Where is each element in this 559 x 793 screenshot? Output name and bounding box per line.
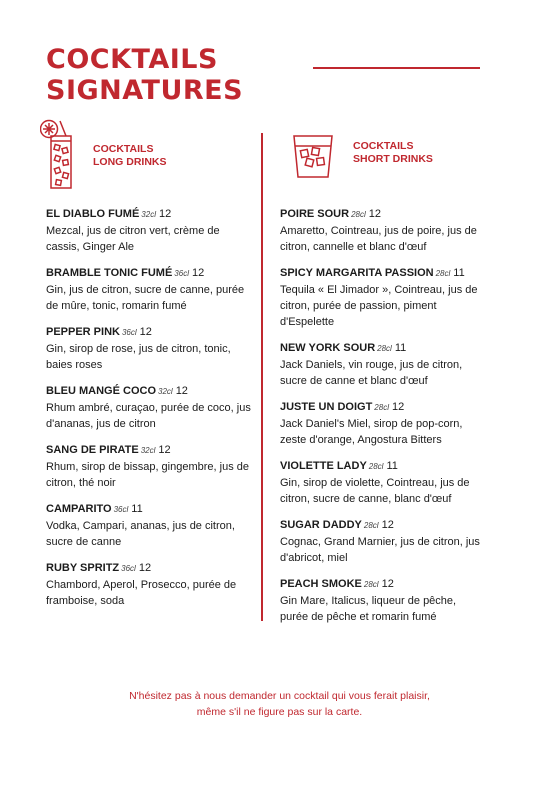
short-drinks-label-line-2: SHORT DRINKS <box>353 152 433 165</box>
item-volume: 28cl <box>377 344 392 353</box>
item-name: PEACH SMOKE <box>280 578 362 590</box>
menu-item <box>46 383 251 432</box>
highball-glass-icon <box>40 118 80 190</box>
item-price: 11 <box>386 460 398 472</box>
item-volume: 36cl <box>121 328 137 337</box>
item-description: Rhum ambré, curaçao, purée de coco, jus d'ananas, jus de citron <box>46 402 251 430</box>
menu-item <box>280 517 485 566</box>
menu-item <box>280 576 485 625</box>
menu-item <box>46 206 251 255</box>
menu-item <box>46 442 251 491</box>
menu-item <box>280 458 485 507</box>
item-name: BRAMBLE TONIC FUMÉ <box>46 267 173 279</box>
item-name: NEW YORK SOUR <box>280 342 376 354</box>
title-line-2: SIGNATURES <box>46 75 244 106</box>
short-drinks-label-line-1: COCKTAILS <box>353 140 414 152</box>
item-price: 12 <box>139 326 152 338</box>
long-drinks-label <box>93 143 167 168</box>
item-price: 12 <box>158 444 171 456</box>
item-description: Jack Daniels, vin rouge, jus de citron, sucre de canne et blanc d'œuf <box>280 359 463 387</box>
item-price: 12 <box>138 562 152 574</box>
item-name: CAMPARITO <box>46 503 112 515</box>
menu-item <box>280 265 485 330</box>
item-name: SPICY MARGARITA PASSION <box>280 267 434 279</box>
title-line-1: COCKTAILS <box>46 44 218 75</box>
item-volume: 28cl <box>351 210 366 219</box>
item-description: Gin, jus de citron, sucre de canne, purée de mûre, tonic, romarin fumé <box>46 284 245 312</box>
item-description: Cognac, Grand Marnier, jus de citron, jus d'abricot, miel <box>280 536 480 564</box>
item-description: Vodka, Campari, ananas, jus de citron, sucre de canne <box>46 520 235 548</box>
item-description: Gin, sirop de rose, jus de citron, tonic, baies roses <box>46 343 231 371</box>
short-drinks-list <box>280 206 485 625</box>
item-volume: 32cl <box>140 446 156 455</box>
long-drinks-label-line-1: COCKTAILS <box>93 143 154 155</box>
item-description: Mezcal, jus de citron vert, crème de cassis, Ginger Ale <box>46 225 220 253</box>
item-description: Rhum, sirop de bissap, gingembre, jus de citron, thé noir <box>46 461 249 489</box>
item-description: Amaretto, Cointreau, jus de poire, jus de citron, cannelle et blanc d'œuf <box>280 225 477 253</box>
item-price: 11 <box>131 503 143 515</box>
page-title <box>46 44 243 106</box>
long-drinks-label-line-2: LONG DRINKS <box>93 155 167 168</box>
item-description: Jack Daniel's Miel, sirop de pop-corn, zeste d'orange, Angostura Bitters <box>280 418 463 446</box>
item-volume: 28cl <box>363 521 379 530</box>
item-volume: 36cl <box>121 564 136 573</box>
long-drinks-header <box>46 118 251 206</box>
footer-line-1: N'hésitez pas à nous demander un cocktail qui vous ferait plaisir, <box>129 690 430 702</box>
item-price: 12 <box>158 208 172 220</box>
item-volume: 28cl <box>363 580 379 589</box>
title-rule <box>313 67 480 69</box>
column-divider <box>261 133 263 621</box>
item-price: 11 <box>394 342 407 354</box>
item-name: RUBY SPRITZ <box>46 562 120 574</box>
long-drinks-column <box>46 118 251 619</box>
menu-item <box>46 265 251 314</box>
menu-item <box>46 501 251 550</box>
item-name: SANG DE PIRATE <box>46 444 139 456</box>
item-name: SUGAR DADDY <box>280 519 362 531</box>
item-price: 12 <box>391 401 405 413</box>
item-volume: 28cl <box>368 462 384 471</box>
menu-item <box>280 340 485 389</box>
item-name: JUSTE UN DOIGT <box>280 401 373 413</box>
menu-item <box>280 206 485 255</box>
item-volume: 36cl <box>113 505 129 514</box>
item-description: Gin, sirop de violette, Cointreau, jus de citron, sucre de canne, blanc d'œuf <box>280 477 470 505</box>
menu-item <box>46 324 251 373</box>
item-price: 11 <box>453 267 465 279</box>
menu-item <box>280 399 485 448</box>
long-drinks-list <box>46 206 251 609</box>
item-price: 12 <box>381 519 394 531</box>
short-drinks-column <box>280 118 485 635</box>
item-price: 12 <box>175 385 188 397</box>
item-name: VIOLETTE LADY <box>280 460 367 472</box>
item-description: Chambord, Aperol, Prosecco, purée de framboise, soda <box>46 579 237 607</box>
item-name: PEPPER PINK <box>46 326 120 338</box>
item-price: 12 <box>368 208 382 220</box>
footer-note <box>0 688 559 720</box>
item-description: Tequila « El Jimador », Cointreau, jus de citron, purée de passion, piment d'Espelette <box>280 284 478 328</box>
item-volume: 28cl <box>435 269 451 278</box>
short-drinks-header <box>280 118 485 206</box>
item-name: POIRE SOUR <box>280 208 350 220</box>
item-description: Gin Mare, Italicus, liqueur de pêche, purée de pêche et romarin fumé <box>280 595 457 623</box>
item-price: 12 <box>381 578 394 590</box>
rocks-glass-icon <box>292 134 334 180</box>
item-volume: 28cl <box>374 403 389 412</box>
item-name: BLEU MANGÉ COCO <box>46 385 156 397</box>
item-volume: 36cl <box>174 269 189 278</box>
item-price: 12 <box>191 267 205 279</box>
item-volume: 32cl <box>141 210 156 219</box>
footer-line-2: même s'il ne figure pas sur la carte. <box>196 706 363 718</box>
menu-item <box>46 560 251 609</box>
item-volume: 32cl <box>158 387 173 396</box>
short-drinks-label <box>353 140 433 165</box>
item-name: EL DIABLO FUMÉ <box>46 208 140 220</box>
